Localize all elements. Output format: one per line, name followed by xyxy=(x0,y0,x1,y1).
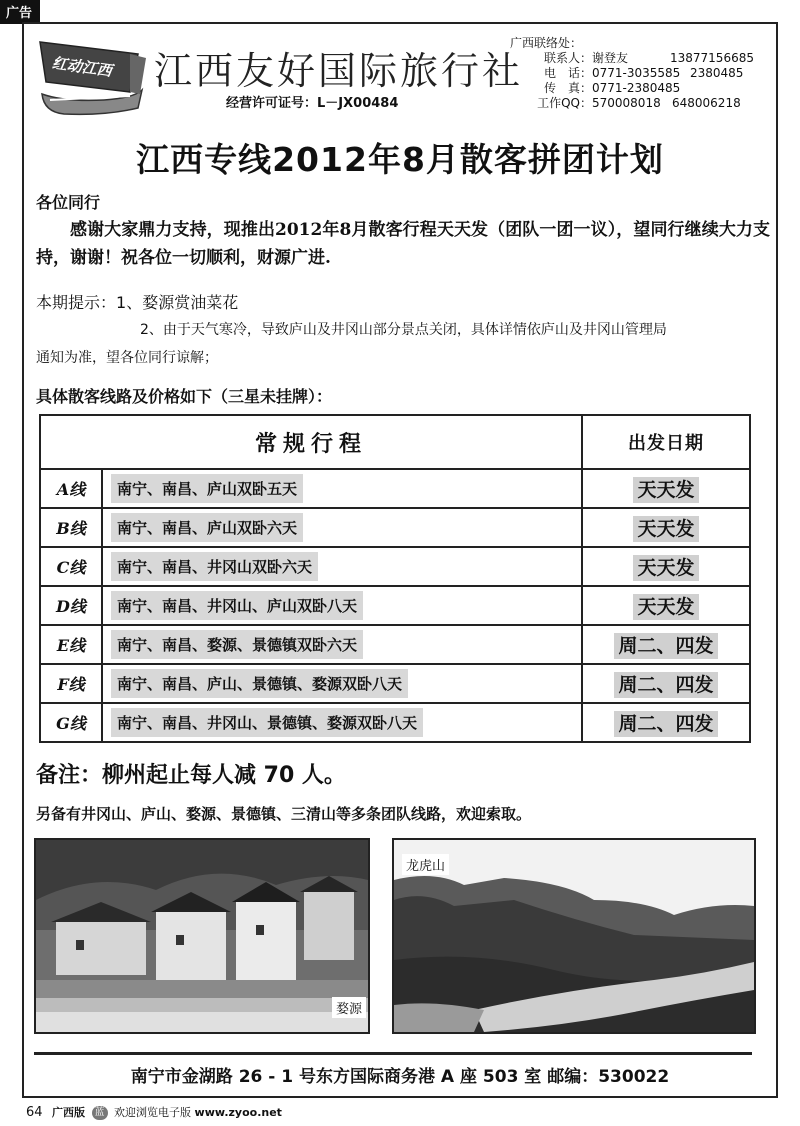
table-row xyxy=(40,625,750,664)
logo xyxy=(34,34,154,116)
route-name: 南宁、南昌、庐山、景德镇、婺源双卧八天 xyxy=(111,669,408,698)
contact-qq-1: 570008018 xyxy=(592,96,661,110)
route-code: D线 xyxy=(40,586,102,625)
route-name: 南宁、南昌、井冈山、景德镇、婺源双卧八天 xyxy=(111,708,423,737)
route-name: 南宁、南昌、井冈山双卧六天 xyxy=(111,552,318,581)
divider xyxy=(34,1052,752,1055)
contact-qq-2: 648006218 xyxy=(672,96,741,110)
tips-line-1 xyxy=(36,290,238,313)
table-row xyxy=(40,664,750,703)
ad-tag: 广告 xyxy=(0,0,40,24)
extra-routes: 另备有井冈山、庐山、婺源、景德镇、三清山等多条团队线路，欢迎索取。 xyxy=(36,805,532,823)
contact-mobile: 13877156685 xyxy=(670,51,754,65)
photo-caption-longhushan: 龙虎山 xyxy=(402,854,449,875)
route-code: B线 xyxy=(40,508,102,547)
page-number: 64 xyxy=(26,1105,43,1120)
agency-name: 江西友好国际旅行社 xyxy=(154,49,524,93)
remark: 备注：柳州起止每人减 70 人。 xyxy=(36,763,346,788)
header-date: 出发日期 xyxy=(582,415,750,469)
route-name: 南宁、南昌、婺源、景德镇双卧六天 xyxy=(111,630,363,659)
tips-label: 本期提示： xyxy=(36,293,117,312)
address: 南宁市金湖路 26 - 1 号东方国际商务港 A 座 503 室 邮编：530022 xyxy=(130,1067,670,1087)
tip-item-1: 1、婺源赏油菜花 xyxy=(116,293,239,312)
route-date: 天天发 xyxy=(582,586,750,625)
contact-phone-2: 2380485 xyxy=(690,66,744,80)
route-date: 周二、四发 xyxy=(582,664,750,703)
phone-label: 电 话： xyxy=(543,66,592,80)
welcome-text: 欢迎浏览电子版 xyxy=(114,1106,192,1119)
contact-title: 广西联络处： xyxy=(510,36,583,50)
route-code: G线 xyxy=(40,703,102,742)
route-code: A线 xyxy=(40,469,102,508)
license-number: 经营许可证号：L－JX00484 xyxy=(226,96,399,111)
route-date: 天天发 xyxy=(582,469,750,508)
photo-caption-wuyuan: 婺源 xyxy=(332,997,366,1018)
logo-text: 红动江西 xyxy=(50,53,113,81)
header-route: 常规行程 xyxy=(40,415,582,469)
contact-block xyxy=(510,36,774,111)
route-code: C线 xyxy=(40,547,102,586)
table-row xyxy=(40,508,750,547)
photo-wuyuan xyxy=(34,838,370,1034)
intro-text: 感谢大家鼎力支持，现推出2012年8月散客行程天天发（团队一团一议），望同行继续大力支持，谢谢！祝各位一切顺利，财源广进. xyxy=(36,220,770,268)
footer xyxy=(26,1104,282,1120)
table-row xyxy=(40,547,750,586)
table-row xyxy=(40,703,750,742)
route-date: 天天发 xyxy=(582,547,750,586)
table-row xyxy=(40,469,750,508)
table-row xyxy=(40,586,750,625)
edition: 广西版 xyxy=(52,1106,86,1119)
routes-heading: 具体散客线路及价格如下（三星未挂牌）： xyxy=(36,387,333,406)
route-name: 南宁、南昌、庐山双卧五天 xyxy=(111,474,303,503)
contact-person: 谢登友 xyxy=(592,51,629,65)
route-date: 天天发 xyxy=(582,508,750,547)
route-name: 南宁、南昌、井冈山、庐山双卧八天 xyxy=(111,591,363,620)
photo-longhushan xyxy=(392,838,756,1034)
route-code: E线 xyxy=(40,625,102,664)
route-date: 周二、四发 xyxy=(582,625,750,664)
routes-table xyxy=(39,414,751,743)
qq-label: 工作QQ： xyxy=(537,96,592,110)
page-title: 江西专线2012年8月散客拼团计划 xyxy=(136,140,664,179)
route-name: 南宁、南昌、庐山双卧六天 xyxy=(111,513,303,542)
tip-item-2-cont: 通知为准，望各位同行谅解； xyxy=(36,350,218,366)
edition-badge: 蓝 xyxy=(92,1106,108,1120)
contact-phone-1: 0771-3035585 xyxy=(592,66,681,80)
route-date: 周二、四发 xyxy=(582,703,750,742)
contact-fax: 0771-2380485 xyxy=(592,81,681,95)
agency-header xyxy=(30,30,772,120)
greeting: 各位同行 xyxy=(36,193,101,212)
person-label: 联系人： xyxy=(543,51,592,65)
route-code: F线 xyxy=(40,664,102,703)
tip-item-2: 2、由于天气寒冷，导致庐山及井冈山部分景点关闭，具体详情依庐山及井冈山管理局 xyxy=(140,322,667,338)
website-link[interactable]: www.zyoo.net xyxy=(194,1106,282,1119)
fax-label: 传 真： xyxy=(543,81,592,95)
